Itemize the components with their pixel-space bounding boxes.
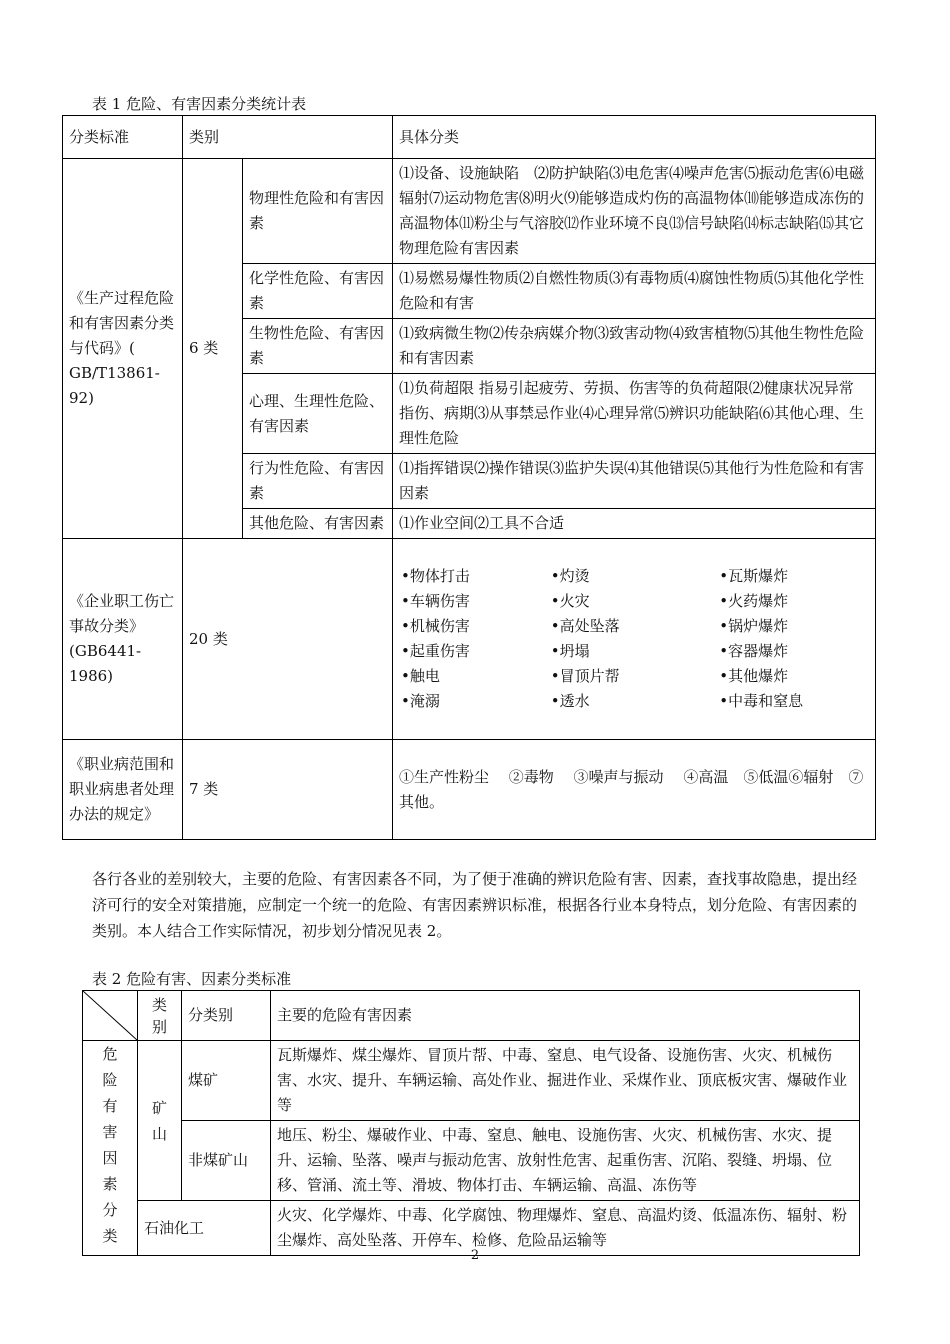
header-category: 类别	[183, 116, 393, 159]
accident-type: •中毒和窒息	[719, 692, 804, 710]
accident-type: •火灾	[550, 592, 590, 610]
body-paragraph: 各行各业的差别较大，主要的危险、有害因素各不同，为了便于准确的辨识危险有害、因素，查找事故隐患，提出经济可行的安全对策措施，应制定一个统一的危险、有害因素辨识标准，根据各行业本身特点，划分危险、有害因素的类别。本人结合工作实际情况，初步划分情况见表 2。	[92, 870, 858, 940]
mine-label: 矿山	[138, 1041, 182, 1201]
accident-type: •触电	[401, 667, 440, 685]
accident-type: •冒顶片帮	[550, 667, 620, 685]
accident-type: •容器爆炸	[719, 642, 789, 660]
list-item	[401, 639, 869, 664]
category-cell: 其他危险、有害因素	[243, 509, 393, 539]
list-item	[401, 589, 869, 614]
list-item	[401, 564, 869, 589]
list-item	[401, 664, 869, 689]
standard-cell: 《生产过程危险和有害因素分类与代码》( GB/T13861-92)	[63, 159, 183, 539]
side-label: 危险有害因素分类	[83, 1041, 138, 1256]
accident-type: •灼烫	[550, 567, 590, 585]
detail-cell: ⑴负荷超限 指易引起疲劳、劳损、伤害等的负荷超限⑵健康状况异常 指伤、病期⑶从事禁忌作业⑷心理异常⑸辨识功能缺陷⑹其他心理、生理性危险	[393, 374, 876, 454]
accident-types-cell	[393, 539, 876, 740]
list-item	[401, 689, 869, 714]
table2-caption: 表 2 危险有害、因素分类标准	[92, 970, 292, 988]
header-class: 类别	[138, 991, 182, 1041]
list-item	[401, 614, 869, 639]
table-row	[63, 539, 876, 740]
accident-type: •坍塌	[550, 642, 590, 660]
count-cell: 20 类	[183, 539, 393, 740]
table1-caption: 表 1 危险、有害因素分类统计表	[92, 95, 307, 113]
table-row	[83, 1121, 860, 1201]
detail-cell: ⑴致病微生物⑵传杂病媒介物⑶致害动物⑷致害植物⑸其他生物性危险和有害因素	[393, 319, 876, 374]
accident-type: •淹溺	[401, 692, 440, 710]
header-subclass: 分类别	[182, 991, 271, 1041]
subclass-cell: 非煤矿山	[182, 1121, 271, 1201]
accident-type: •其他爆炸	[719, 667, 789, 685]
header-standard: 分类标准	[63, 116, 183, 159]
detail-cell: ⑴作业空间⑵工具不合适	[393, 509, 876, 539]
count-cell: 7 类	[183, 740, 393, 840]
table2-header-row	[83, 991, 860, 1041]
accident-type: •物体打击	[401, 567, 470, 585]
table-row	[63, 159, 876, 264]
detail-cell: ⑴易燃易爆性物质⑵自燃性物质⑶有毒物质⑷腐蚀性物质⑸其他化学性危险和有害	[393, 264, 876, 319]
accident-type: •瓦斯爆炸	[719, 567, 789, 585]
diagonal-line	[83, 991, 137, 1040]
accident-type: •锅炉爆炸	[719, 617, 789, 635]
table2	[82, 990, 860, 1256]
factors-cell: 火灾、化学爆炸、中毒、化学腐蚀、物理爆炸、窒息、高温灼烫、低温冻伤、辐射、粉尘爆炸、高处坠落、开停车、检修、危险品运输等	[271, 1201, 860, 1256]
header-detail: 具体分类	[393, 116, 876, 159]
category-cell: 心理、生理性危险、有害因素	[243, 374, 393, 454]
accident-types-list	[401, 564, 869, 714]
detail-cell: ①生产性粉尘 ②毒物 ③噪声与振动 ④高温 ⑤低温⑥辐射 ⑦其他。	[393, 740, 876, 840]
standard-cell: 《企业职工伤亡事故分类》(GB6441-1986)	[63, 539, 183, 740]
detail-cell: ⑴设备、设施缺陷 ⑵防护缺陷⑶电危害⑷噪声危害⑸振动危害⑹电磁辐射⑺运动物危害⑻明火⑼能够造成灼伤的高温物体⑽能够造成冻伤的高温物体⑾粉尘与气溶胶⑿作业环境不良⒀信号缺陷⒁标志缺陷⒂其它物理危险有害因素	[393, 159, 876, 264]
category-cell: 物理性危险和有害因素	[243, 159, 393, 264]
page-number: 2	[470, 1248, 480, 1263]
accident-type: •透水	[550, 692, 590, 710]
accident-type: •起重伤害	[401, 642, 470, 660]
table-row	[63, 740, 876, 840]
factors-cell: 地压、粉尘、爆破作业、中毒、窒息、触电、设施伤害、火灾、机械伤害、水灾、提升、运输、坠落、噪声与振动危害、放射性危害、起重伤害、沉陷、裂缝、坍塌、位移、管涌、流土等、滑坡、物体打击、车辆运输、高温、冻伤等	[271, 1121, 860, 1201]
category-cell: 化学性危险、有害因素	[243, 264, 393, 319]
accident-type: •高处坠落	[550, 617, 620, 635]
category-cell: 行为性危险、有害因素	[243, 454, 393, 509]
subclass-cell: 石油化工	[138, 1201, 271, 1256]
factors-cell: 瓦斯爆炸、煤尘爆炸、冒顶片帮、中毒、窒息、电气设备、设施伤害、火灾、机械伤害、水灾、提升、车辆运输、高处作业、掘进作业、采煤作业、顶底板灾害、爆破作业等	[271, 1041, 860, 1121]
table1	[62, 115, 876, 840]
detail-cell: ⑴指挥错误⑵操作错误⑶监护失误⑷其他错误⑸其他行为性危险和有害因素	[393, 454, 876, 509]
count-cell: 6 类	[183, 159, 243, 539]
accident-type: •车辆伤害	[401, 592, 470, 610]
standard-cell: 《职业病范围和职业病患者处理办法的规定》	[63, 740, 183, 840]
table-row	[83, 1041, 860, 1121]
accident-type: •火药爆炸	[719, 592, 789, 610]
accident-type: •机械伤害	[401, 617, 470, 635]
subclass-cell: 煤矿	[182, 1041, 271, 1121]
diagonal-header-cell	[83, 991, 138, 1041]
table1-header-row	[63, 116, 876, 159]
category-cell: 生物性危险、有害因素	[243, 319, 393, 374]
header-factors: 主要的危险有害因素	[271, 991, 860, 1041]
